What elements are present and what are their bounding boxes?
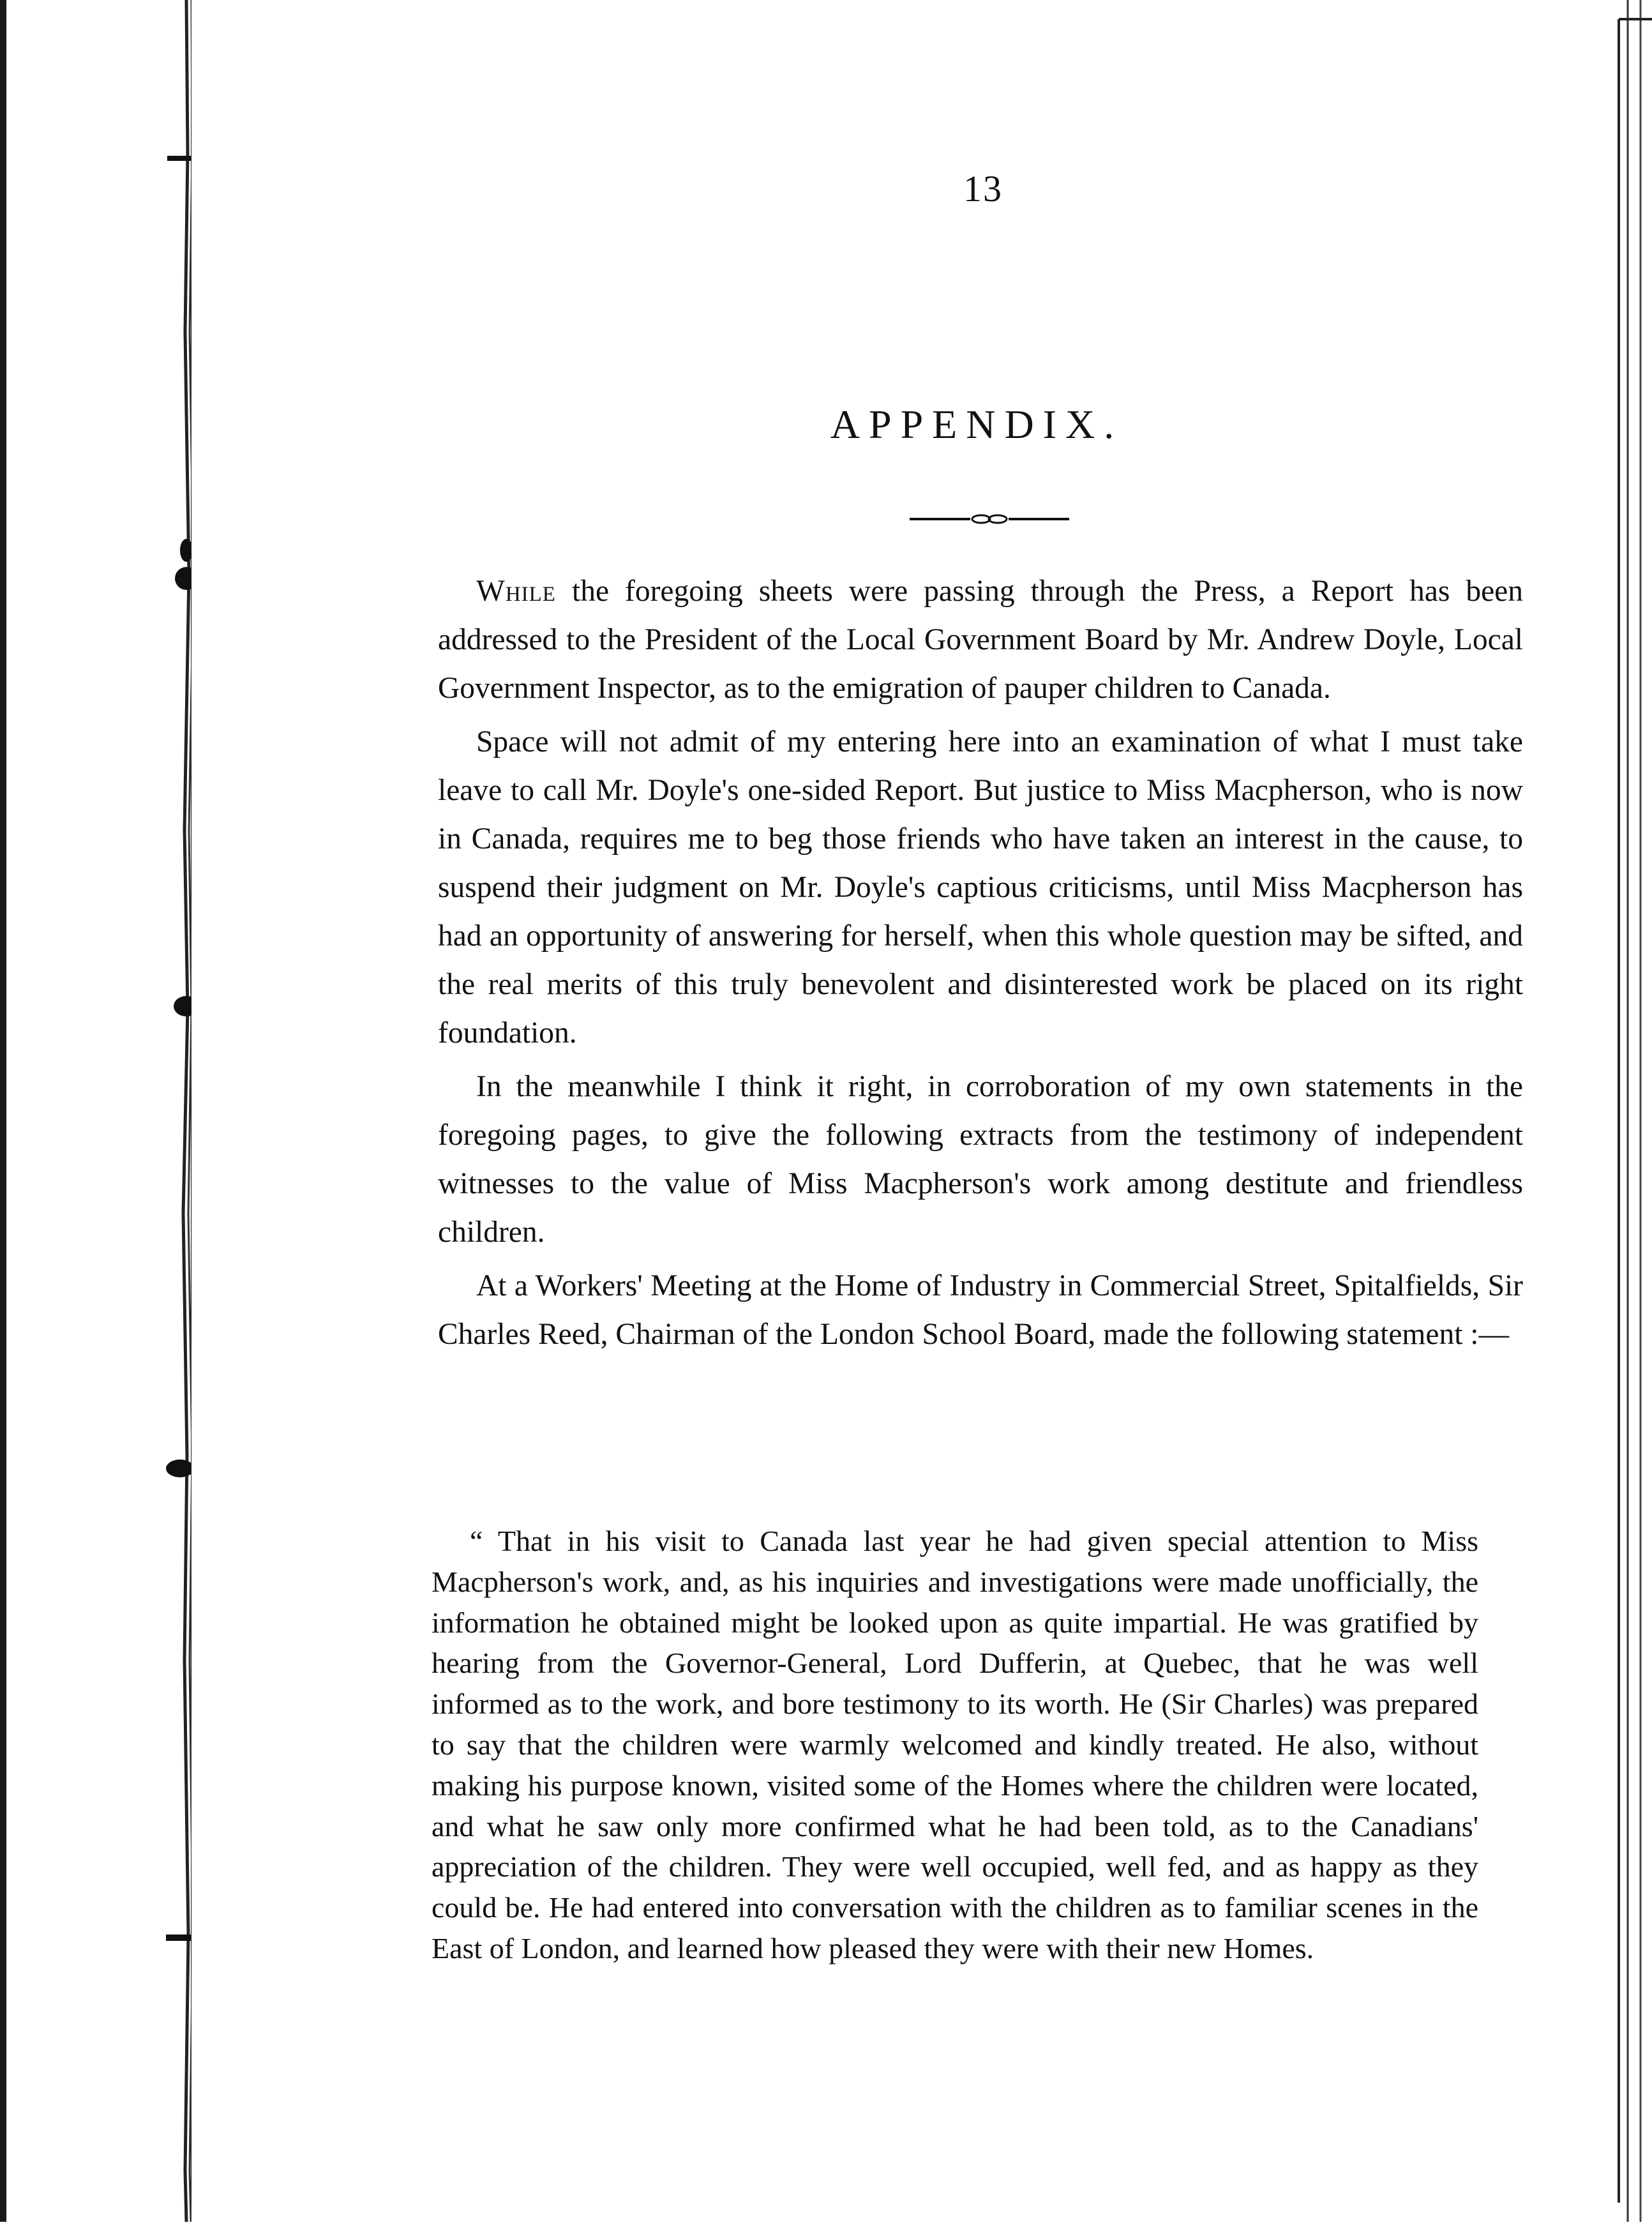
quoted-statement	[432, 1521, 1478, 1969]
page-heading: APPENDIX.	[830, 402, 1123, 447]
paragraph-4: At a Workers' Meeting at the Home of Industry in Commercial Street, Spitalfields, Sir Charles Reed, Chairman of the London School Board, made the following statement :—	[438, 1269, 1523, 1351]
book-binding	[0, 0, 191, 2222]
quote-paragraph: “ That in his visit to Canada last year he had given special attention to Miss Macpherson's work, and, as his inquiries and investigations were made unofficially, the information he obtained might be looked upon as quite impartial. He was gratified by hearing from the Governor-General, Lord Dufferin, at Quebec, that he was well informed as to the work, and bore testimony to its worth. He (Sir Charles) was prepared to say that the children were warmly welcomed and kindly treated. He also, without making his purpose known, visited some of the Homes where the children were located, and what he saw only more confirmed what he had been told, as to the Canadians' appreciation of the children. They were well occupied, well fed, and as happy as they could be. He had entered into conversation with the children as to familiar scenes in the East of London, and learned how pleased they were with their new Homes.	[432, 1525, 1478, 1965]
paragraph-2: Space will not admit of my entering here into an examination of what I must take leave to call Mr. Doyle's one-sided Report. But justice to Miss Macpherson, who is now in Canada, requires me to beg those friends who have taken an interest in the cause, to suspend their judgment on Mr. Doyle's captious criticisms, until Miss Macpherson has had an opportunity of answering for herself, when this whole question may be sifted, and the real merits of this truly benevolent and disinterested work be placed on its right foundation.	[438, 725, 1523, 1050]
page-edge	[1607, 0, 1652, 2222]
ornamental-divider	[910, 509, 1069, 529]
page-edge-graphic	[1607, 0, 1652, 2222]
paragraph-3: In the meanwhile I think it right, in corroboration of my own statements in the foregoing pages, to give the following extracts from the testimony of independent witnesses to the value of Miss Macpherson's work among destitute and friendless children.	[438, 1070, 1523, 1249]
paragraph-1-text: the foregoing sheets were passing through the Press, a Report has been addressed to the President of the Local Government Board by Mr. Andrew Doyle, Local Government Inspector, as to the emigration of pauper children to Canada.	[438, 575, 1523, 705]
drop-lead-word: While	[476, 575, 556, 608]
main-text	[438, 567, 1523, 1364]
paragraph-1	[438, 567, 1523, 713]
binding-stitch-graphic	[0, 0, 191, 2222]
page-number: 13	[963, 168, 1003, 209]
